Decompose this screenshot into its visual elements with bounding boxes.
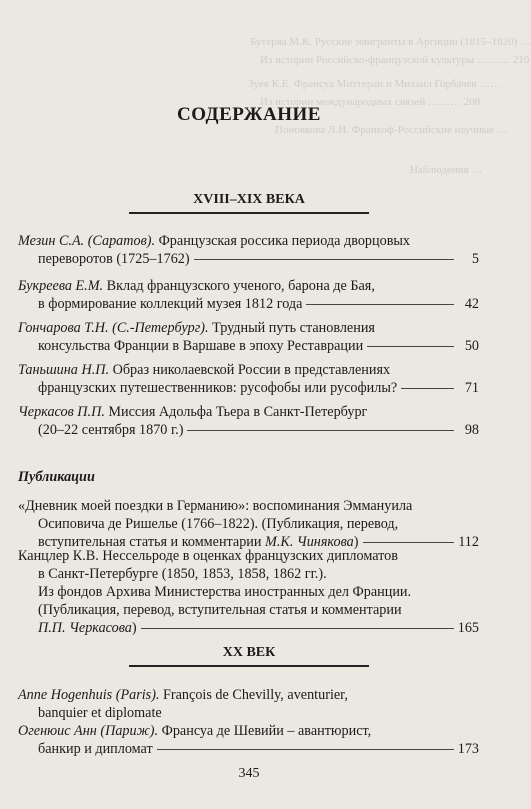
section-rule: [129, 212, 369, 214]
entry-line: [18, 686, 458, 704]
entry-line: [18, 421, 479, 439]
entry-title: Миссия Адольфа Тьера в Санкт-Петербург: [108, 404, 368, 420]
entry-line: Канцлер К.В. Нессельроде в оценках французских дипломатов: [18, 548, 398, 564]
toc-entry-bukreeva[interactable]: [18, 277, 479, 313]
bleed-line-4: Из истории международных связей ……… 208: [260, 96, 481, 108]
entry-line: [18, 295, 479, 313]
section-label: XVIII–XIX ВЕКА: [193, 192, 305, 207]
entry-title-cont: в формирование коллекций музея 1812 года: [38, 296, 303, 312]
bleed-line-2: Из истории Российско-французской культуры ……… 210: [260, 54, 530, 66]
page-number: 50: [464, 338, 479, 354]
bleed-line-1: Бутерва М.К. Русские эмигранты в Аргиции (1815–1820) …: [250, 36, 531, 48]
page-number: 71: [464, 380, 479, 396]
entry-editor: М.К. Чинякова: [265, 534, 354, 550]
dot-leader: [157, 749, 454, 750]
entry-line: [18, 277, 458, 295]
page-number: 173: [457, 741, 479, 757]
dot-leader: [306, 304, 454, 305]
entry-title: François de Chevilly, aventurier,: [163, 687, 348, 703]
entry-line: «Дневник моей поездки в Германию»: воспоминания Эммануила: [18, 498, 413, 514]
dot-leader: [194, 259, 454, 260]
entry-editor: П.П. Черкасова: [38, 620, 132, 636]
entry-line: [18, 722, 458, 740]
page-number: 98: [464, 422, 479, 438]
page-title: СОДЕРЖАНИЕ: [177, 104, 321, 125]
toc-entry-tanshina[interactable]: [18, 361, 479, 397]
toc-entry-hogenhuis-ru[interactable]: [18, 722, 479, 758]
entry-close-paren: ): [131, 620, 137, 636]
entry-author: Огенюис Анн (Париж).: [18, 723, 159, 739]
toc-entry-mezin[interactable]: [18, 232, 479, 268]
entry-title: Трудный путь становления: [212, 320, 375, 336]
toc-entry-dnevnik[interactable]: [18, 497, 479, 551]
entry-title: Вклад французского ученого, барона де Бая,: [106, 278, 375, 294]
entry-line: Из фондов Архива Министерства иностранных дел Франции.: [38, 584, 412, 600]
entry-line: [18, 232, 458, 250]
entry-title-cont: французских путешественников: русофобы или русофилы?: [38, 380, 398, 396]
entry-author: Черкасов П.П.: [18, 404, 105, 420]
dot-leader: [187, 430, 454, 431]
page-number: 5: [471, 251, 479, 267]
page-folio: 345: [238, 766, 260, 781]
entry-author: Гончарова Т.Н. (С.-Петербург).: [18, 320, 209, 336]
section-rule: [129, 665, 369, 667]
entry-line: [18, 619, 479, 637]
toc-entry-hogenhuis-fr[interactable]: [18, 686, 458, 722]
entry-author: Мезин С.А. (Саратов).: [18, 233, 156, 249]
entry-line: Осиповича де Ришелье (1766–1822). (Публикация, перевод,: [38, 516, 399, 532]
section-heading-18-19: [18, 192, 480, 214]
toc-entry-kancler[interactable]: [18, 547, 479, 637]
toc-entry-goncharova[interactable]: [18, 319, 479, 355]
entry-line: [18, 337, 479, 355]
entry-close-paren: ): [353, 534, 359, 550]
page-number: 42: [464, 296, 479, 312]
entry-title-cont: (20–22 сентября 1870 г.): [38, 422, 184, 438]
entry-title-cont: консульства Франции в Варшаве в эпоху Реставрации: [38, 338, 364, 354]
entry-line: (Публикация, перевод, вступительная статья и комментарии: [38, 602, 402, 618]
entry-author: Таньшина Н.П.: [18, 362, 110, 378]
entry-title-cont: банкир и дипломат: [38, 741, 153, 757]
entry-line: [18, 379, 479, 397]
entry-line: в Санкт-Петербурге (1850, 1853, 1858, 1862 гг.).: [38, 566, 327, 582]
entry-title-cont: вступительная статья и комментарии: [38, 534, 262, 550]
entry-title: Французская россика периода дворцовых: [158, 233, 411, 249]
entry-author: Букреева Е.М.: [18, 278, 104, 294]
entry-line: [18, 250, 479, 268]
page-number: 165: [457, 620, 479, 636]
entry-line: [18, 319, 458, 337]
entry-author: Anne Hogenhuis (Paris).: [18, 687, 160, 703]
dot-leader: [141, 628, 454, 629]
entry-title: Образ николаевской России в представлениях: [112, 362, 391, 378]
toc-page: [18, 0, 483, 809]
section-label: XX ВЕК: [222, 645, 276, 660]
entry-title-cont: переворотов (1725–1762): [38, 251, 190, 267]
section-heading-20: [18, 645, 480, 667]
entry-line: [18, 361, 458, 379]
entry-title: Франсуа де Шевийи – авантюрист,: [161, 723, 372, 739]
entry-line: [18, 740, 479, 758]
bleed-line-5: Поновкова Л.И. Франкоф-Российские научные …: [275, 124, 508, 136]
bleed-line-6: Наблюдения …: [410, 164, 483, 176]
entry-line: [18, 403, 458, 421]
entry-line: banquier et diplomate: [38, 705, 162, 721]
toc-entry-cherkasov[interactable]: [18, 403, 479, 439]
publications-heading: Публикации: [18, 469, 95, 485]
bleed-line-3: Зуев К.Е. Франсуа Миттеран и Михаил Горбачев ……: [248, 78, 502, 90]
page-number: 112: [458, 534, 479, 550]
